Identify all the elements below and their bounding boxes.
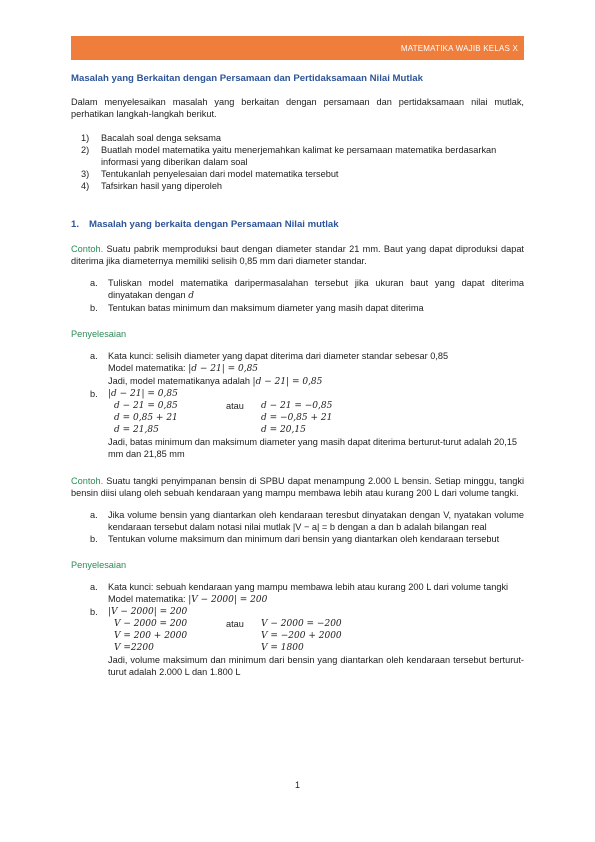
equation-row xyxy=(71,400,524,412)
section-number: 1. xyxy=(71,219,80,230)
solution-item xyxy=(71,581,524,606)
list-text: Bacalah soal denga seksama xyxy=(101,133,222,143)
document-body xyxy=(71,72,524,678)
equation-left: V = 200 + 2000 xyxy=(114,631,188,641)
question-text: Tentukan batas minimum dan maksimum diameter yang masih dapat diterima xyxy=(108,303,424,313)
equation-left: d = 0,85 + 21 xyxy=(114,413,178,423)
question-letter: b. xyxy=(90,534,98,544)
equation-left: V =2200 xyxy=(114,643,154,653)
equation-row xyxy=(71,642,524,654)
solution-line xyxy=(108,375,524,388)
equation-row xyxy=(71,630,524,642)
question-letter: a. xyxy=(90,278,98,288)
math-expression: |V − 2000| = 200 xyxy=(108,607,188,617)
question-item xyxy=(71,302,524,314)
page-header xyxy=(71,36,524,60)
list-text: Tentukanlah penyelesaian dari model matematika tersebut xyxy=(101,169,339,179)
equation-or xyxy=(226,412,261,424)
solution-label: Penyelesaian xyxy=(71,329,127,339)
solution-letter: a. xyxy=(90,351,98,361)
list-item xyxy=(71,168,524,180)
equation-row xyxy=(71,618,524,630)
section-title-text: Masalah yang berkaita dengan Persamaan Nilai mutlak xyxy=(89,219,339,230)
example-2-questions xyxy=(71,509,524,545)
example-label: Contoh. xyxy=(71,244,104,254)
question-item xyxy=(71,533,524,545)
example-1-paragraph xyxy=(71,243,524,267)
solution-letter: b. xyxy=(90,389,98,399)
example-2-paragraph xyxy=(71,475,524,499)
question-text: Tentukan volume maksimum dan minimum dari bensin yang diantarkan oleh kendaraan tersebut xyxy=(108,534,500,544)
list-number: 2) xyxy=(81,145,90,155)
equation-right: V − 2000 = −200 xyxy=(261,619,342,629)
equation-right: V = 1800 xyxy=(261,643,304,653)
equation-or xyxy=(226,424,261,436)
solution-text: Model matematika: xyxy=(108,594,186,604)
equation-or xyxy=(226,642,261,654)
equation-or xyxy=(226,630,261,642)
solution-item xyxy=(71,388,524,400)
list-number: 3) xyxy=(81,169,90,179)
example-1-questions xyxy=(71,277,524,314)
equation-or: atau xyxy=(226,401,244,411)
page-number: 1 xyxy=(294,780,300,790)
conclusion-text: Jadi, batas minimum dan maksimum diameter yang masih dapat diterima berturut-turut adalah 20,15 mm dan 21,85 mm xyxy=(108,437,518,459)
list-text: Buatlah model matematika yaitu menerjemahkan kalimat ke persamaan matematika berdasarkan informasi yang diberikan dalam soal xyxy=(101,145,497,167)
equation-or: atau xyxy=(226,619,244,629)
solution-text: Model matematika: xyxy=(108,363,186,373)
example-1-text: Suatu pabrik memproduksi baut dengan diameter standar 21 mm. Baut yang dapat diproduksi dapat diterima jika diameternya memiliki selisih 0,85 mm dari diameter standar. xyxy=(71,244,524,266)
list-item xyxy=(71,180,524,192)
equation-row xyxy=(71,424,524,436)
solution-line: Kata kunci: selisih diameter yang dapat diterima dari diameter standar sebesar 0,85 xyxy=(108,351,449,361)
solution-label: Penyelesaian xyxy=(71,560,127,570)
example-label: Contoh. xyxy=(71,476,104,486)
equation-right: d = 20,15 xyxy=(261,425,306,435)
equation-right: V = −200 + 2000 xyxy=(261,631,342,641)
question-variable: d xyxy=(188,291,194,301)
solution-letter: a. xyxy=(90,582,98,592)
equation-left: V − 2000 = 200 xyxy=(114,619,188,629)
list-text: Tafsirkan hasil yang diperoleh xyxy=(101,181,223,191)
question-text: Tuliskan model matematika daripermasalahan tersebut jika ukuran baut yang dapat diterima dinyatakan dengan xyxy=(108,278,524,300)
main-heading: Masalah yang Berkaitan dengan Persamaan dan Pertidaksamaan Nilai Mutlak xyxy=(71,73,423,84)
question-text: Jika volume bensin yang diantarkan oleh kendaraan teresbut dinyatakan dengan V, nyatakan volume kendaraan tersebut dalam notasi nilai mutlak |V − a| = b dengan a dan b adalah bilangan real xyxy=(108,510,524,532)
section-title xyxy=(71,219,524,231)
list-item xyxy=(71,144,524,168)
solution-text: Jadi, model matematikanya adalah xyxy=(108,376,250,386)
list-number: 4) xyxy=(81,181,90,191)
equation-right: d = −0,85 + 21 xyxy=(261,413,333,423)
math-expression: |V − 2000| = 200 xyxy=(188,595,268,605)
solution-line: Kata kunci: sebuah kendaraan yang mampu membawa lebih atau kurang 200 L dari volume tangki xyxy=(108,582,509,592)
conclusion xyxy=(71,436,524,460)
conclusion xyxy=(71,654,524,678)
list-item xyxy=(71,132,524,144)
equation-left: d − 21 = 0,85 xyxy=(114,401,178,411)
solution-letter: b. xyxy=(90,607,98,617)
question-item xyxy=(71,277,524,302)
solution-item xyxy=(71,350,524,388)
list-number: 1) xyxy=(81,133,90,143)
solution-item xyxy=(71,606,524,618)
equation-right: d − 21 = −0,85 xyxy=(261,401,333,411)
equation-row xyxy=(71,412,524,424)
example-2-text: Suatu tangki penyimpanan bensin di SPBU dapat menampung 2.000 L bensin. Setiap minggu, tangki bensin diisi ulang oleh sebuah kendaraan yang mampu membawa lebih atau kurang 200 L dari volume tangki. xyxy=(71,476,524,498)
example-1-solution xyxy=(71,350,524,460)
intro-paragraph: Dalam menyelesaikan masalah yang berkaitan dengan persamaan dan pertidaksamaan nilai mutlak, perhatikan langkah-langkah berikut. xyxy=(71,97,524,119)
question-letter: b. xyxy=(90,303,98,313)
solution-line xyxy=(108,362,524,375)
conclusion-text: Jadi, volume maksimum dan minimum dari bensin yang diantarkan oleh kendaraan tersebut berturut-turut adalah 2.000 L dan 1.800 L xyxy=(108,655,524,677)
example-2-solution xyxy=(71,581,524,678)
math-expression: |d − 21| = 0,85 xyxy=(252,377,323,387)
equation-left: d = 21,85 xyxy=(114,425,159,435)
question-letter: a. xyxy=(90,510,98,520)
math-expression: |d − 21| = 0,85 xyxy=(108,389,178,399)
question-item xyxy=(71,509,524,533)
header-title: MATEMATIKA WAJIB KELAS X xyxy=(400,43,518,53)
steps-list xyxy=(71,132,524,192)
math-expression: |d − 21| = 0,85 xyxy=(188,364,259,374)
solution-line xyxy=(108,593,524,606)
